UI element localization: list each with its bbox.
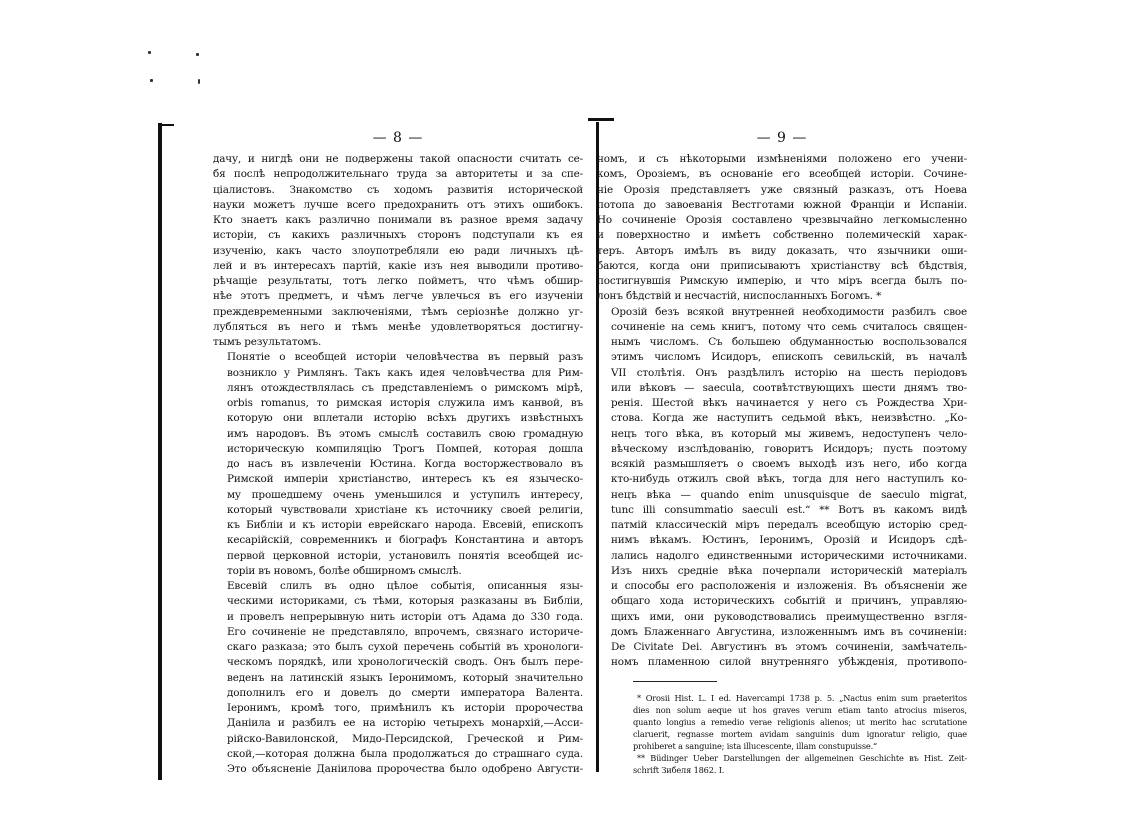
text-line: этимъ числомъ Исидоръ, епископъ севильскій, въ началѣ xyxy=(611,351,967,364)
right-page xyxy=(597,130,967,776)
text-line: му прошедшему очень уменьшился и уступилъ интересу, xyxy=(227,488,583,501)
page-number: — 8 — xyxy=(372,130,424,146)
text-line: или вѣковъ — saecula, соотвѣтствующихъ шести днямъ тво- xyxy=(611,381,967,394)
text-line: и поверхностно и имѣетъ собственно полемическій харак- xyxy=(597,229,967,242)
text-line: первой церковной исторіи, установилъ понятія всеобщей ис- xyxy=(227,549,583,562)
paragraph xyxy=(213,579,583,777)
text-line: номъ, и съ нѣкоторыми измѣненіями положено его учени- xyxy=(597,153,967,165)
text-line: ренія. Шестой вѣкъ начинается у него съ Рождества Хри- xyxy=(611,397,967,409)
text-line: домъ Блаженнаго Августина, изложеннымъ имъ въ сочиненіи: xyxy=(611,625,967,638)
text-line: Но сочиненіе Орозія составлено чрезвычайно легкомысленно xyxy=(597,214,967,226)
text-line: нецъ вѣка — quando enim unusquisque de saeculo migrat, xyxy=(611,488,967,501)
text-line: патмій классическій міръ передалъ всеобщую исторію сред- xyxy=(611,519,967,531)
text-line: баются, когда они приписываютъ христіанству всѣ бѣдствія, xyxy=(597,259,967,272)
scan-speck xyxy=(148,51,151,54)
left-page xyxy=(213,130,583,777)
text-line: науки можетъ лучше всего предохранить отъ этихъ ошибокъ. xyxy=(213,198,583,211)
text-line: лонъ бѣдствій и несчастій, ниспосланныхъ Богомъ. * xyxy=(597,290,882,303)
text-line: De Civitate Dei. Августинъ въ этомъ сочиненіи, замѣчатель- xyxy=(611,641,967,653)
text-line: комъ, Орозіемъ, въ основаніе его всеобщей исторіи. Сочине- xyxy=(597,168,967,181)
text-line: нѣе этотъ предметъ, и чѣмъ легче увлечься въ его изученіи xyxy=(213,290,583,303)
text-line: Орозій безъ всякой внутренней необходимости разбилъ свое xyxy=(611,305,967,318)
text-line: всякій размышляетъ о своемъ выходѣ изъ него, ибо когда xyxy=(611,458,967,470)
text-line: лались надолго единственными историческими источниками. xyxy=(611,549,967,562)
footnote-line: claruerit, regnasse mortem avidam sanguinis dum ignoratur religio, quae xyxy=(633,728,967,739)
left-binding-edge xyxy=(158,123,162,780)
text-line: скаго разказа; это былъ сухой перечень событій въ хронологи- xyxy=(227,641,583,653)
text-line: Римской имперіи христіанство, интересъ къ ея языческо- xyxy=(227,473,583,486)
text-line: и способы его расположенія и изложенія. Въ объясненіи же xyxy=(611,580,967,592)
left-binding-tick xyxy=(162,124,174,126)
text-line: постигнувшія Римскую имперію, и что міръ всегда былъ по- xyxy=(597,275,967,287)
text-line: лей и въ интересахъ партій, какіе изъ нея выводили противо- xyxy=(213,259,583,272)
page-number: — 9 — xyxy=(756,130,808,146)
text-line: сочиненіе на семь книгъ, потому что семь считалось священ- xyxy=(611,320,967,333)
footnote-line: schrift Зибеля 1862. I. xyxy=(633,764,725,775)
text-line: VII столѣтія. Онъ раздѣлилъ исторію на шесть періодовъ xyxy=(611,366,967,379)
page-body xyxy=(213,152,583,777)
text-line: кесарійскій, современникъ и біографъ Константина и авторъ xyxy=(227,534,583,547)
text-line: до насъ въ извлеченіи Юстина. Когда восторжествовало въ xyxy=(227,458,583,470)
text-line: возникло у Римлянъ. Такъ какъ идея человѣчества для Рим- xyxy=(227,366,583,379)
text-line: нымъ числомъ. Съ большею обдуманностью воспользовался xyxy=(611,336,967,348)
text-line: къ Библіи и къ исторіи еврейскаго народа. Евсевій, епископъ xyxy=(227,519,583,531)
text-line: теръ. Авторъ имѣлъ въ виду доказать, что язычники оши- xyxy=(597,244,967,257)
footnote-line: dies non solum aeque ut hos graves verum etiam tanto atrocius miseros, xyxy=(633,704,967,715)
text-line: orbis romanus, то римская исторія служила имъ канвой, въ xyxy=(227,397,583,409)
text-line: Іеронимъ, кромѣ того, примѣнилъ къ исторіи пророчества xyxy=(227,702,583,714)
text-line: который чувствовали христіане къ источнику своей религіи, xyxy=(227,503,583,516)
text-line: ніе Орозія представляетъ уже связный разказъ, отъ Ноева xyxy=(597,183,967,196)
text-line: Кто знаетъ какъ различно понимали въ разное время задачу xyxy=(213,214,583,226)
footnote-line: ** Büdinger Ueber Darstellungen der allgemeinen Geschichte въ Hist. Zeit- xyxy=(637,752,967,763)
text-line: исторіи, съ какихъ различныхъ сторонъ подступали къ ея xyxy=(213,229,583,242)
paragraph xyxy=(597,152,967,305)
text-line: веденъ на латинскій языкъ Іеронимомъ, который значительно xyxy=(227,671,583,684)
text-line: Изъ нихъ средніе вѣка почерпали историческій матеріалъ xyxy=(611,564,967,577)
text-line: рѣчащіе результаты, тотъ легко пойметъ, что чѣмъ обшир- xyxy=(213,275,583,287)
spine-fold-top xyxy=(588,118,614,121)
text-line: Евсевій слилъ въ одно цѣлое событія, описанныя язы- xyxy=(227,580,583,592)
text-line: Понятіе о всеобщей исторіи человѣчества въ первый разъ xyxy=(227,351,583,364)
footnote xyxy=(633,692,967,752)
text-line: лянъ отождествлялась съ представленіемъ о римскомъ мірѣ, xyxy=(227,381,583,394)
text-line: дачу, и нигдѣ они не подвержены такой опасности считать се- xyxy=(213,153,583,165)
paragraph xyxy=(597,305,967,671)
text-line: имъ народовъ. Въ этомъ смыслѣ составилъ свою громадную xyxy=(227,427,583,440)
text-line: щихъ ими, они руководствовались преимущественно взгля- xyxy=(611,610,967,623)
text-line: историческую компиляцію Трогъ Помпей, которая дошла xyxy=(227,442,583,455)
text-line: нецъ того вѣка, въ который мы живемъ, недоступенъ чело- xyxy=(611,427,967,440)
text-line: ческомъ порядкѣ, или хронологическій сводъ. Онъ былъ пере- xyxy=(227,656,583,669)
footnote-line: quanto longius a remedio verae religionis alienos; ut merito hac scrutatione xyxy=(633,716,967,727)
paragraph xyxy=(213,350,583,579)
text-line: дополнилъ его и довелъ до смерти императора Валента. xyxy=(227,686,583,699)
text-line: нимъ вѣкамъ. Юстинъ, Іеронимъ, Орозій и Исидоръ сдѣ- xyxy=(611,534,967,547)
footnotes xyxy=(633,692,967,776)
text-line: потопа до завоеванія Вестготами южной Франціи и Испаніи. xyxy=(597,198,967,211)
text-line: общаго хода историческихъ событій и причинъ, управляю- xyxy=(611,595,967,608)
footnote-rule xyxy=(633,681,717,682)
text-line: преждевременными заключеніями, тѣмъ серіознѣе должно уг- xyxy=(213,305,583,318)
text-line: ской,—которая должна была продолжаться до страшнаго суда. xyxy=(227,747,583,760)
text-line: и провелъ непрерывную нить исторіи отъ Адама до 330 года. xyxy=(227,610,583,623)
footnote xyxy=(633,752,967,776)
scan-speck xyxy=(150,79,153,82)
footnote-line: prohiberet a sanguine; ista illucescente, illam constupuisse.“ xyxy=(633,740,878,751)
text-line: кто-нибудь отжилъ свой вѣкъ, тогда для него наступилъ ко- xyxy=(611,473,967,486)
text-line: tunc illi consummatio saeculi est.“ ** Вотъ въ какомъ видѣ xyxy=(611,503,967,516)
text-line: изученію, какъ часто злоупотребляли ею ради личныхъ цѣ- xyxy=(213,244,583,257)
text-line: Его сочиненіе не представляло, впрочемъ, связнаго историче- xyxy=(227,625,583,638)
scan-speck xyxy=(196,53,199,56)
text-line: вѣческому изслѣдованію, говоритъ Исидоръ; пусть поэтому xyxy=(611,442,967,455)
text-line: Это объясненіе Даніилова пророчества было одобрено Августи- xyxy=(227,763,583,775)
page-body xyxy=(597,152,967,671)
scan-speck xyxy=(198,79,200,84)
footnote-line: * Orosii Hist. L. I ed. Havercampi 1738 p. 5. „Nactus enim sum praeteritos xyxy=(637,692,967,703)
text-line: ціалистовъ. Знакомство съ ходомъ развитія исторической xyxy=(213,183,583,196)
text-line: стова. Когда же наступитъ седьмой вѣкъ, неизвѣстно. „Ко- xyxy=(611,412,967,425)
text-line: которую они вплетали исторію всѣхъ другихъ извѣстныхъ xyxy=(227,412,583,425)
text-line: торіи въ новомъ, болѣе обширномъ смыслѣ. xyxy=(227,564,462,577)
text-line: Даніила и разбилъ ее на исторію четырехъ монархій,—Асси- xyxy=(227,717,583,730)
text-line: ческими историками, съ тѣми, которыя разказаны въ Библіи, xyxy=(227,595,583,608)
text-line: тымъ результатомъ. xyxy=(213,336,322,348)
paragraph xyxy=(213,152,583,350)
text-line: рійско-Вавилонской, Мидо-Персидской, Греческой и Рим- xyxy=(227,732,583,745)
text-line: лубляться въ него и тѣмъ менѣе удовлетворяться достигну- xyxy=(213,320,583,333)
text-line: номъ пламенною силой внутренняго убѣжденія, противопо- xyxy=(611,656,967,669)
text-line: бя послѣ непродолжительнаго труда за авторитеты и за спе- xyxy=(213,168,583,181)
